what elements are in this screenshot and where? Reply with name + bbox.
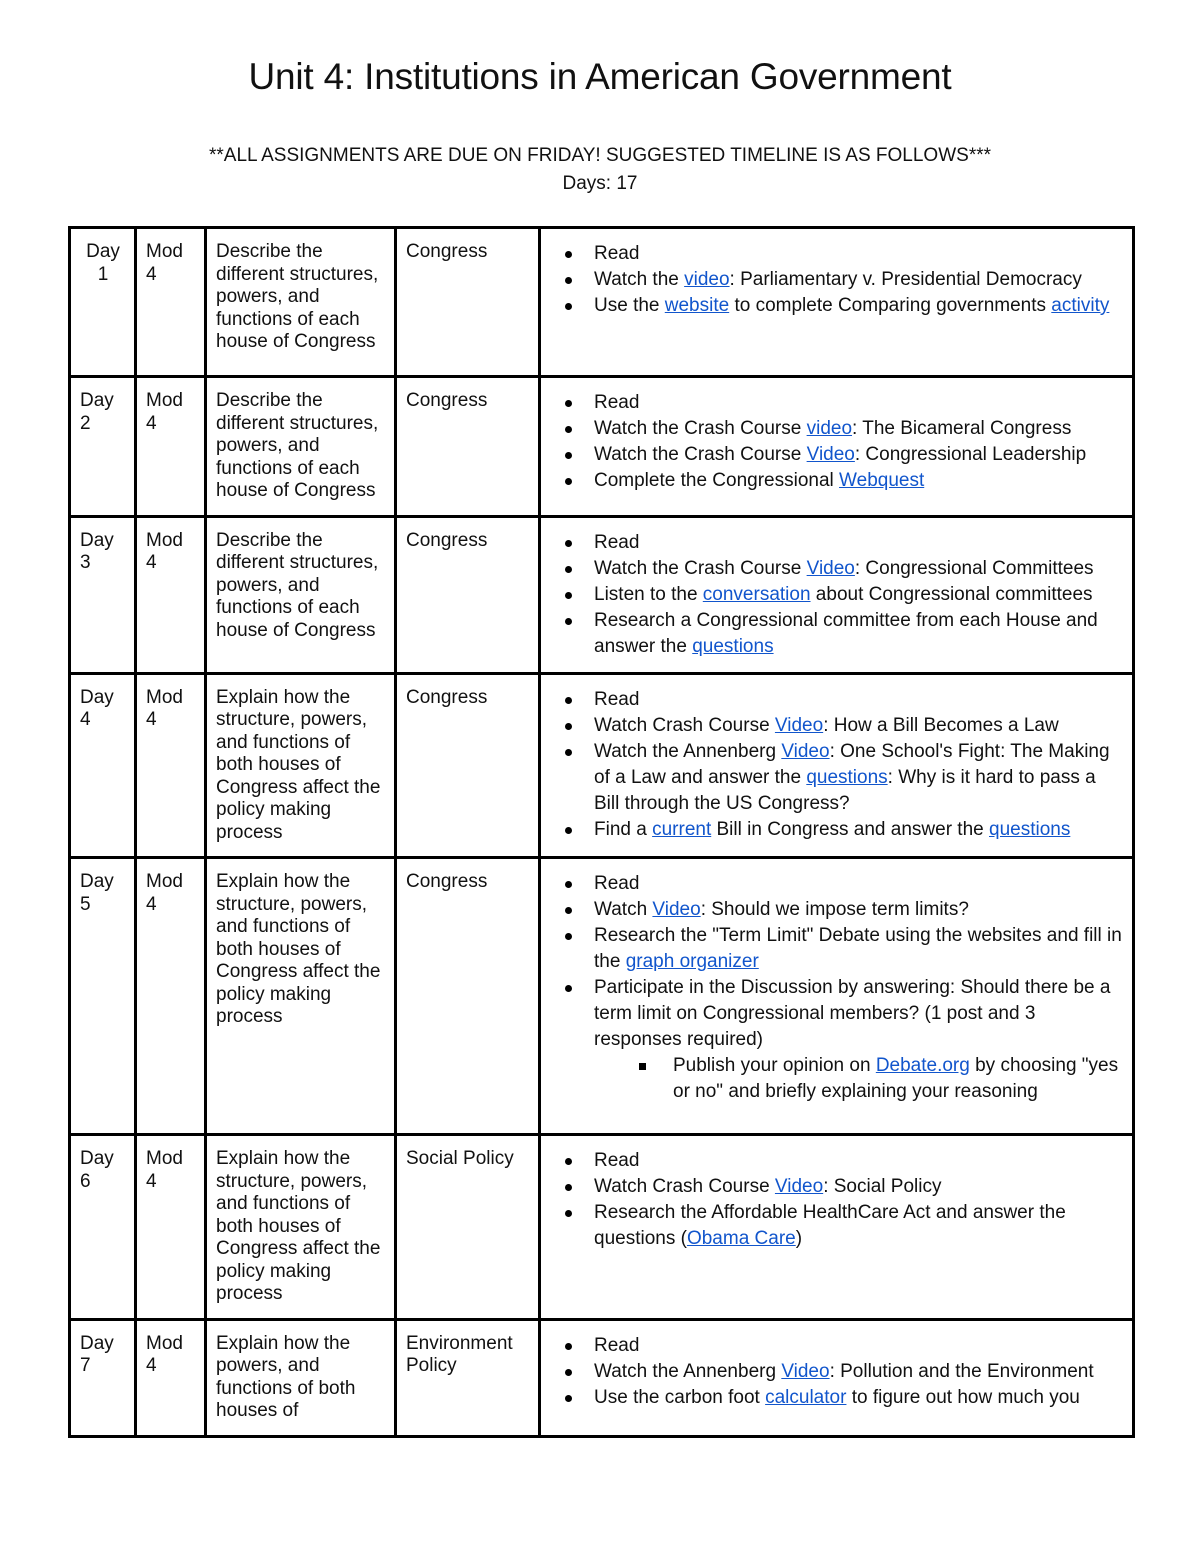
task-item	[594, 687, 1124, 713]
day-cell: Day 1	[70, 228, 136, 377]
topic-cell: Congress	[396, 516, 540, 673]
task-text: : One School's Fight: The Making of a Law and answer the	[594, 740, 1110, 788]
task-item	[594, 582, 1124, 608]
task-text: Watch the Annenberg	[594, 1360, 782, 1382]
task-link[interactable]: Video	[774, 1176, 824, 1197]
task-text: to complete Comparing governments	[729, 295, 1052, 316]
task-item	[594, 530, 1124, 556]
task-text: Watch the Annenberg	[594, 740, 782, 762]
task-text: : Parliamentary v. Presidential Democracy	[729, 269, 1082, 290]
tasks-cell	[540, 858, 1134, 1135]
schedule-row	[70, 1135, 1134, 1320]
task-link[interactable]: Video	[806, 444, 855, 465]
task-item	[594, 556, 1124, 582]
task-text: Research the "Term Limit" Debate using the websites and fill in the	[594, 925, 1122, 972]
objective-cell: Describe the different structures, powers, and functions of each house of Congress	[206, 228, 396, 377]
task-link[interactable]: Video	[774, 714, 824, 736]
schedule-row	[70, 228, 1134, 377]
task-text: Read	[594, 392, 640, 413]
task-list	[550, 390, 1124, 494]
task-link[interactable]: current	[652, 818, 712, 840]
task-text: Bill in Congress and answer the	[711, 818, 989, 840]
task-link[interactable]: Debate.org	[875, 1055, 970, 1076]
task-text: Watch the Crash Course	[594, 418, 807, 439]
task-text: Use the	[594, 295, 665, 316]
task-item	[594, 442, 1124, 468]
task-text: Participate in the Discussion by answering: Should there be a term limit on Congressional members? (1 post and 3 responses required)	[594, 977, 1111, 1050]
task-item	[594, 1148, 1124, 1174]
task-list	[550, 1148, 1124, 1252]
task-text: Read	[594, 688, 640, 710]
task-text: Watch the Crash Course	[594, 444, 807, 465]
task-text: : Pollution and the Environment	[829, 1360, 1094, 1382]
task-text: Read	[594, 873, 640, 894]
task-text: Watch Crash Course	[594, 714, 775, 736]
task-list	[550, 871, 1124, 1105]
schedule-row	[70, 673, 1134, 858]
task-item	[594, 975, 1124, 1105]
objective-cell: Describe the different structures, powers, and functions of each house of Congress	[206, 516, 396, 673]
day-cell: Day 6	[70, 1135, 136, 1320]
module-cell: Mod 4	[136, 673, 206, 858]
topic-cell: Congress	[396, 377, 540, 517]
task-item	[594, 1200, 1124, 1252]
task-link[interactable]: questions	[989, 818, 1071, 840]
tasks-cell	[540, 228, 1134, 377]
task-link[interactable]: Video	[806, 557, 855, 579]
task-text: by choosing "yes or no" and briefly explaining your reasoning	[673, 1055, 1119, 1102]
task-text: : Should we impose term limits?	[700, 899, 969, 920]
task-text: Use the carbon foot	[594, 1386, 766, 1408]
schedule-row	[70, 1319, 1134, 1436]
schedule-row	[70, 858, 1134, 1135]
task-item	[594, 713, 1124, 739]
task-text: about Congressional committees	[810, 583, 1093, 605]
task-item	[594, 871, 1124, 897]
task-item	[594, 817, 1124, 843]
tasks-cell	[540, 1135, 1134, 1320]
task-item	[594, 1174, 1124, 1200]
task-text: to figure out how much you	[846, 1386, 1080, 1408]
schedule-row	[70, 377, 1134, 517]
module-cell: Mod 4	[136, 1319, 206, 1436]
task-item	[594, 608, 1124, 660]
objective-cell: Describe the different structures, powers, and functions of each house of Congress	[206, 377, 396, 517]
task-text: )	[795, 1228, 803, 1249]
task-link[interactable]: video	[806, 418, 853, 439]
task-text: Read	[594, 1150, 640, 1171]
task-item	[594, 293, 1124, 319]
task-item	[594, 267, 1124, 293]
task-list	[550, 530, 1124, 660]
task-text: Read	[594, 1334, 640, 1356]
task-text: : Congressional Committees	[854, 557, 1094, 579]
module-cell: Mod 4	[136, 858, 206, 1135]
task-text: Listen to the	[594, 583, 703, 605]
objective-cell: Explain how the structure, powers, and functions of both houses of Congress affect the policy making process	[206, 1135, 396, 1320]
objective-cell: Explain how the structure, powers, and functions of both houses of Congress affect the policy making process	[206, 673, 396, 858]
task-item	[594, 897, 1124, 923]
module-cell: Mod 4	[136, 228, 206, 377]
task-link[interactable]: Obama Care	[686, 1228, 796, 1249]
task-text: : Why is it hard to pass a Bill through the US Congress?	[594, 766, 1096, 814]
days-count: Days: 17	[562, 173, 638, 194]
task-text: Read	[594, 531, 640, 553]
topic-cell: Social Policy	[396, 1135, 540, 1320]
topic-cell: Congress	[396, 228, 540, 377]
task-link[interactable]: website	[664, 295, 730, 316]
task-link[interactable]: Webquest	[839, 470, 925, 491]
task-link[interactable]: graph organizer	[625, 951, 759, 972]
task-link[interactable]: activity	[1051, 295, 1110, 316]
task-item	[594, 416, 1124, 442]
task-list	[550, 241, 1124, 319]
task-text: Watch the	[594, 269, 685, 290]
module-cell: Mod 4	[136, 516, 206, 673]
task-link[interactable]: conversation	[702, 583, 811, 605]
due-notice: **ALL ASSIGNMENTS ARE DUE ON FRIDAY! SUGGESTED TIMELINE IS AS FOLLOWS***	[208, 145, 991, 166]
objective-cell: Explain how the powers, and functions of both houses of	[206, 1319, 396, 1436]
day-cell: Day 4	[70, 673, 136, 858]
task-link[interactable]: Video	[781, 1360, 830, 1382]
page-title: Unit 4: Institutions in American Government	[248, 56, 952, 97]
task-link[interactable]: questions	[806, 766, 888, 788]
schedule-row	[70, 516, 1134, 673]
task-text: Research the Affordable HealthCare Act and answer the questions (	[594, 1202, 1066, 1249]
module-cell: Mod 4	[136, 377, 206, 517]
day-cell: Day 5	[70, 858, 136, 1135]
task-text: Research a Congressional committee from each House and answer the	[594, 609, 1098, 657]
tasks-cell	[540, 673, 1134, 858]
task-link[interactable]: video	[684, 269, 730, 290]
task-text: Watch	[594, 899, 653, 920]
task-item	[594, 390, 1124, 416]
task-item	[594, 739, 1124, 817]
task-item	[594, 923, 1124, 975]
task-text: : How a Bill Becomes a Law	[823, 714, 1059, 736]
tasks-cell	[540, 377, 1134, 517]
tasks-cell	[540, 1319, 1134, 1436]
task-item	[594, 1385, 1124, 1411]
task-link[interactable]: Video	[652, 899, 701, 920]
task-text: Find a	[594, 818, 653, 840]
task-text: Read	[594, 243, 640, 264]
task-link[interactable]: Video	[781, 740, 830, 762]
task-item	[594, 468, 1124, 494]
due-notice-block	[0, 142, 1200, 198]
tasks-cell	[540, 516, 1134, 673]
task-link[interactable]: calculator	[765, 1386, 847, 1408]
schedule-body	[70, 228, 1134, 1437]
task-item	[594, 1333, 1124, 1359]
day-cell: Day 2	[70, 377, 136, 517]
task-item	[594, 241, 1124, 267]
module-cell: Mod 4	[136, 1135, 206, 1320]
task-link[interactable]: questions	[692, 635, 774, 657]
task-text: : Congressional Leadership	[854, 444, 1087, 465]
task-text: Complete the Congressional	[594, 470, 840, 491]
topic-cell: Congress	[396, 858, 540, 1135]
task-text: : Social Policy	[823, 1176, 942, 1197]
topic-cell: Congress	[396, 673, 540, 858]
task-list	[550, 1333, 1124, 1411]
subtask-list	[594, 1053, 1124, 1105]
task-text: Watch Crash Course	[594, 1176, 775, 1197]
task-item	[594, 1359, 1124, 1385]
objective-cell: Explain how the structure, powers, and functions of both houses of Congress affect the policy making process	[206, 858, 396, 1135]
day-cell: Day 7	[70, 1319, 136, 1436]
task-list	[550, 687, 1124, 843]
schedule-table	[68, 226, 1135, 1438]
day-cell: Day 3	[70, 516, 136, 673]
task-text: : The Bicameral Congress	[852, 418, 1072, 439]
topic-cell: Environment Policy	[396, 1319, 540, 1436]
subtask-item	[673, 1053, 1124, 1105]
task-text: Publish your opinion on	[673, 1055, 876, 1076]
task-text: Watch the Crash Course	[594, 557, 807, 579]
